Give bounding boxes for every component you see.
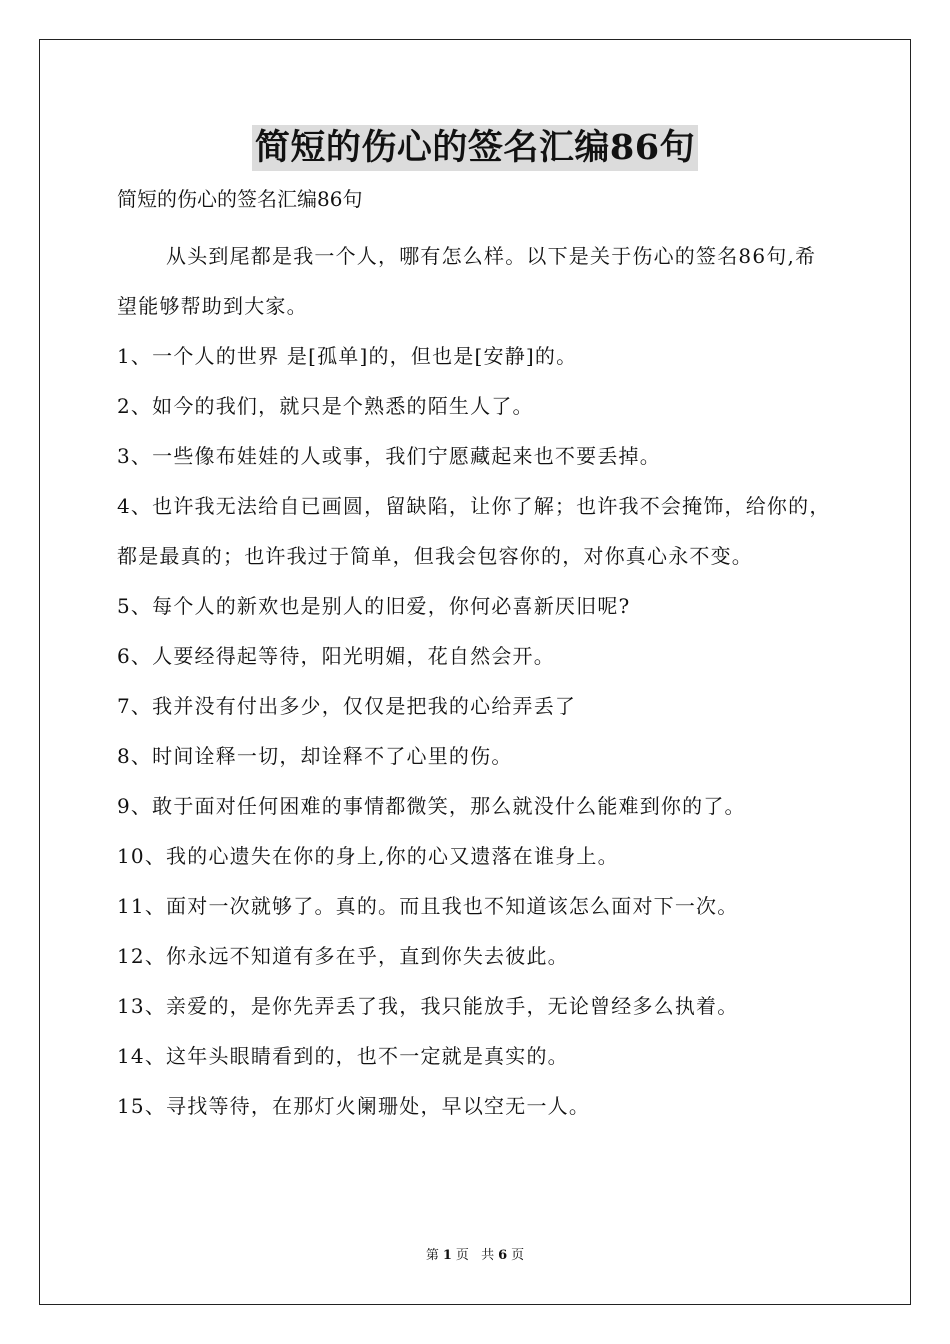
list-item: 9、敢于面对任何困难的事情都微笑，那么就没什么能难到你的了。 [117, 794, 746, 818]
list-item: 14、这年头眼睛看到的，也不一定就是真实的。 [117, 1044, 569, 1068]
list-item: 15、寻找等待，在那灯火阑珊处，早以空无一人。 [117, 1094, 591, 1118]
page-number: 第 1 页 [425, 1248, 469, 1263]
list-item: 12、你永远不知道有多在乎，直到你失去彼此。 [117, 944, 569, 968]
list-item: 11、面对一次就够了。真的。而且我也不知道该怎么面对下一次。 [117, 894, 739, 918]
document-title: 简短的伤心的签名汇编86句 [252, 125, 698, 171]
list-item: 10、我的心遗失在你的身上,你的心又遗落在谁身上。 [117, 844, 619, 868]
document-body [117, 231, 837, 1131]
title-wrap [0, 125, 950, 171]
list-item: 6、人要经得起等待，阳光明媚，花自然会开。 [117, 644, 555, 668]
list-item: 1、一个人的世界 是[孤单]的，但也是[安静]的。 [117, 344, 578, 368]
intro-paragraph: 从头到尾都是我一个人，哪有怎么样。以下是关于伤心的签名86句,希望能够帮助到大家。 [117, 244, 817, 318]
list-item: 2、如今的我们，就只是个熟悉的陌生人了。 [117, 394, 534, 418]
page-footer [0, 1246, 950, 1266]
list-item: 3、一些像布娃娃的人或事，我们宁愿藏起来也不要丢掉。 [117, 444, 661, 468]
list-item: 5、每个人的新欢也是别人的旧爱，你何必喜新厌旧呢? [117, 594, 631, 618]
page-total: 共 6 页 [481, 1248, 525, 1263]
list-item: 13、亲爱的，是你先弄丢了我，我只能放手，无论曾经多么执着。 [117, 994, 739, 1018]
list-item: 8、时间诠释一切，却诠释不了心里的伤。 [117, 744, 513, 768]
list-item: 4、也许我无法给自已画圆，留缺陷，让你了解；也许我不会掩饰，给你的，都是最真的；也许我过于简单，但我会包容你的，对你真心永不变。 [117, 494, 831, 568]
document-subtitle: 简短的伤心的签名汇编86句 [117, 187, 363, 211]
list-item: 7、我并没有付出多少，仅仅是把我的心给弄丢了 [117, 694, 577, 718]
